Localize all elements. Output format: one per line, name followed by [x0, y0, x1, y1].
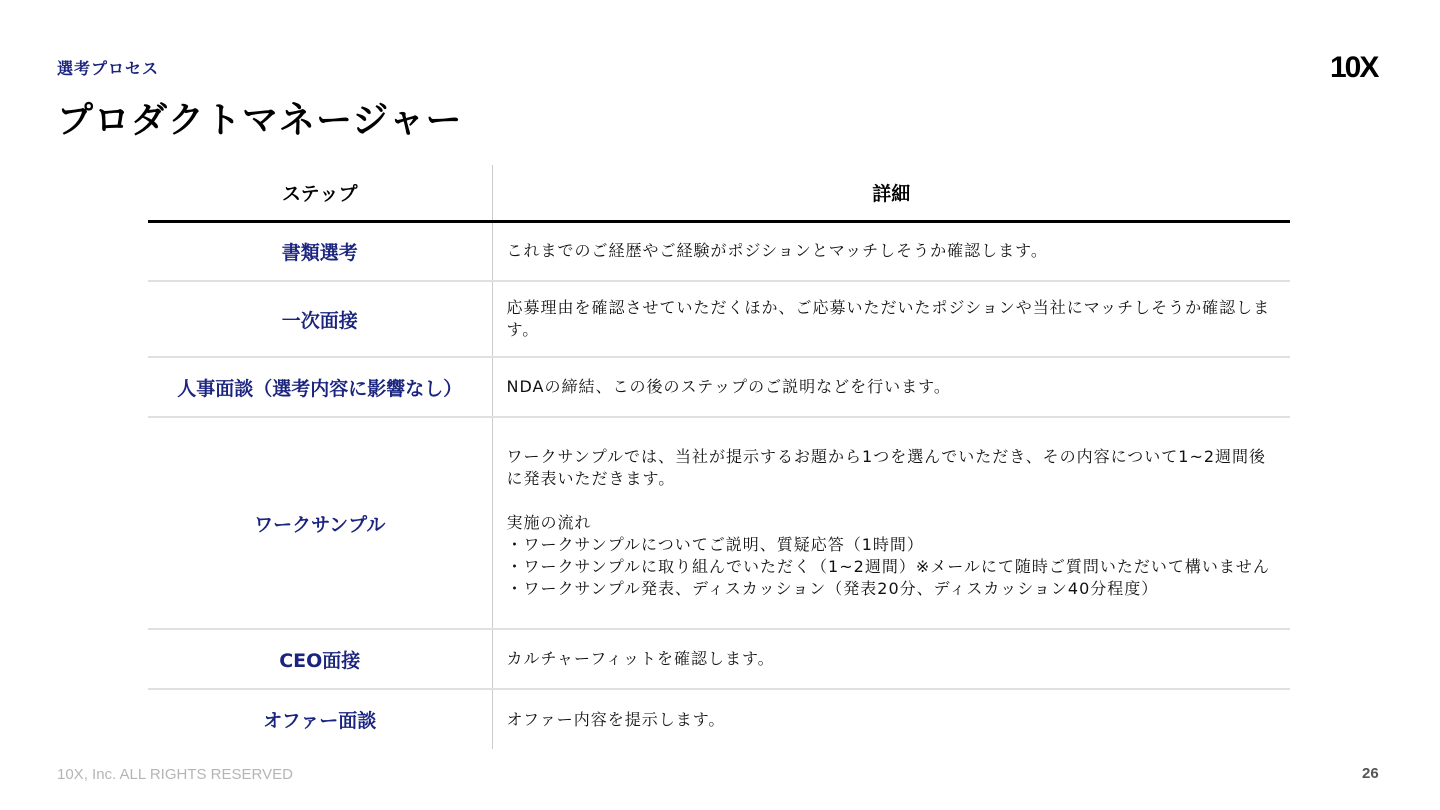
selection-process-table [148, 165, 1290, 749]
table-row [148, 689, 1290, 749]
detail-line: NDAの締結、この後のステップのご説明などを行います。 [506, 377, 951, 396]
step-detail [492, 357, 1290, 417]
table-row [148, 357, 1290, 417]
column-header-detail: 詳細 [492, 165, 1290, 221]
detail-line: ・ワークサンプル発表、ディスカッション（発表20分、ディスカッション40分程度） [506, 579, 1159, 598]
step-detail [492, 221, 1290, 281]
detail-line: ・ワークサンプルに取り組んでいただく（1~2週間）※メールにて随時ご質問いただいて構いません [506, 557, 1270, 576]
page-number: 26 [1362, 765, 1379, 782]
page-title: プロダクトマネージャー [57, 100, 463, 141]
column-header-step: ステップ [148, 165, 492, 221]
step-detail [492, 281, 1290, 357]
detail-line: ・ワークサンプルについてご説明、質疑応答（1時間） [506, 535, 924, 554]
table-row [148, 417, 1290, 629]
step-name: 人事面談（選考内容に影響なし） [148, 357, 492, 417]
step-name: 一次面接 [148, 281, 492, 357]
detail-line [507, 490, 1277, 512]
table-row [148, 629, 1290, 689]
company-logo: 10X [1330, 51, 1378, 84]
detail-line: 実施の流れ [506, 513, 592, 532]
step-name: ワークサンプル [148, 417, 492, 629]
detail-line: これまでのご経歴やご経験がポジションとマッチしそうか確認します。 [506, 241, 1048, 261]
step-detail [492, 417, 1290, 629]
detail-line: ワークサンプルでは、当社が提示するお題から1つを選んでいただき、その内容について1~2週間後に発表いただきます。 [506, 447, 1267, 488]
step-name: CEO面接 [148, 629, 492, 689]
step-name: 書類選考 [148, 221, 492, 281]
step-detail [492, 689, 1290, 749]
table-row [148, 221, 1290, 281]
table-header-row [148, 165, 1290, 221]
section-label: 選考プロセス [57, 59, 160, 78]
table-row [148, 281, 1290, 357]
detail-line: 応募理由を確認させていただくほか、ご応募いただいたポジションや当社にマッチしそうか確認します。 [506, 298, 1271, 339]
detail-line: カルチャーフィットを確認します。 [506, 649, 775, 668]
step-name: オファー面談 [148, 689, 492, 749]
table-body [148, 221, 1290, 749]
footer-copyright: 10X, Inc. ALL RIGHTS RESERVED [57, 766, 293, 783]
detail-line: オファー内容を提示します。 [506, 709, 726, 729]
step-detail [492, 629, 1290, 689]
